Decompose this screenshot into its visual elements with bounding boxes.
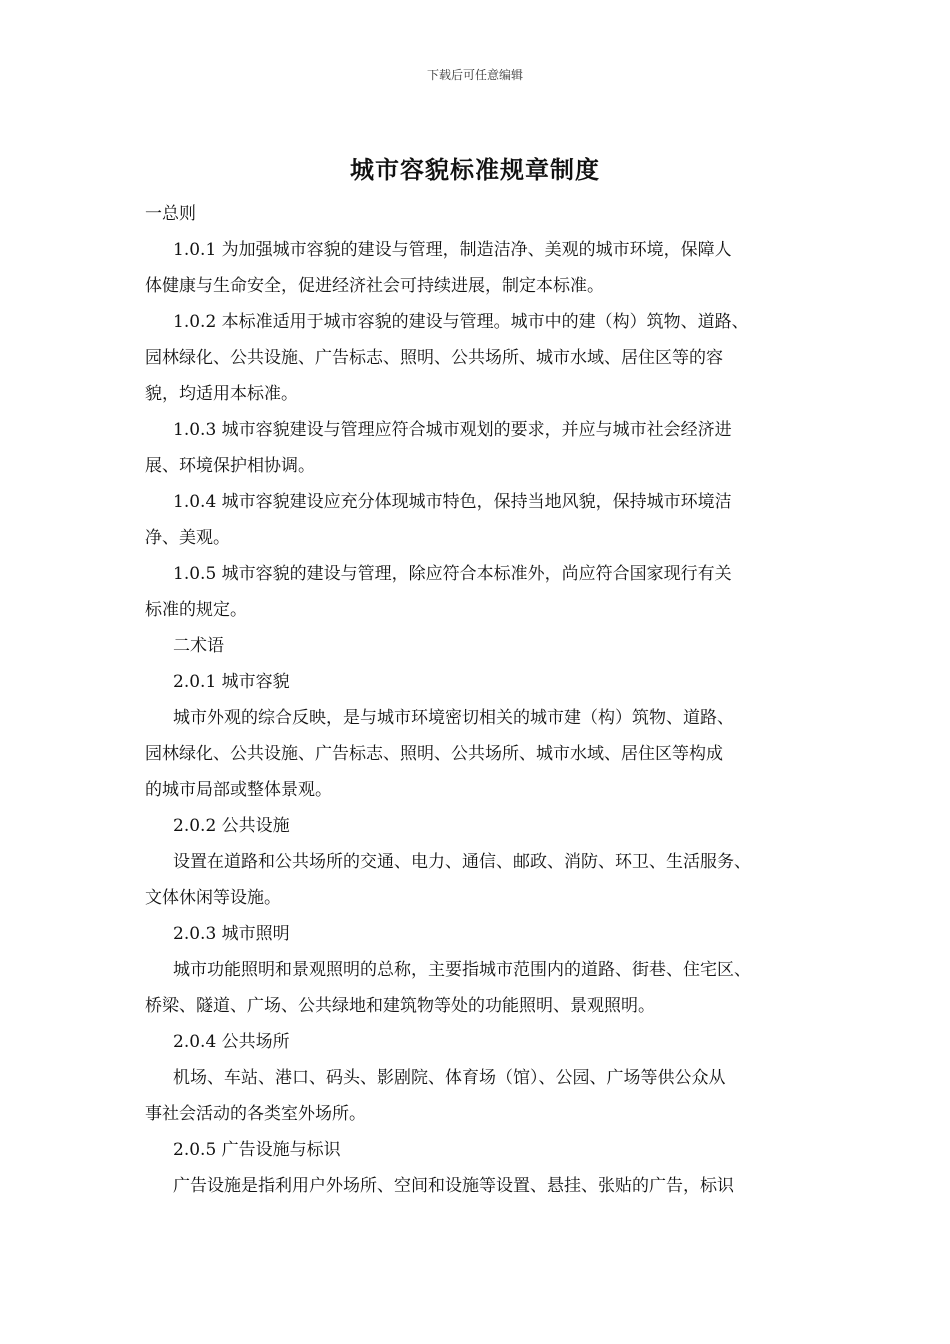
body-line: 2.0.5 广告设施与标识	[173, 1140, 341, 1160]
body-line: 设置在道路和公共场所的交通、电力、通信、邮政、消防、环卫、生活服务、	[173, 852, 751, 872]
body-line: 体健康与生命安全，促进经济社会可持续进展，制定本标准。	[145, 276, 604, 296]
body-line: 一总则	[145, 204, 196, 224]
body-line: 城市功能照明和景观照明的总称，主要指城市范围内的道路、街巷、住宅区、	[173, 960, 751, 980]
body-line: 园林绿化、公共设施、广告标志、照明、公共场所、城市水域、居住区等的容	[145, 348, 723, 368]
document-body	[145, 196, 820, 1204]
body-line: 2.0.4 公共场所	[173, 1032, 290, 1052]
body-line: 1.0.2 本标准适用于城市容貌的建设与管理。城市中的建（构）筑物、道路、	[173, 312, 749, 332]
body-line: 貌，均适用本标准。	[145, 384, 298, 404]
body-line: 1.0.5 城市容貌的建设与管理，除应符合本标准外，尚应符合国家现行有关	[173, 564, 732, 584]
document-title: 城市容貌标准规章制度	[350, 156, 600, 184]
body-line: 广告设施是指利用户外场所、空间和设施等设置、悬挂、张贴的广告，标识	[173, 1176, 734, 1196]
body-line: 1.0.4 城市容貌建设应充分体现城市特色，保持当地风貌，保持城市环境洁	[173, 492, 732, 512]
body-line: 展、环境保护相协调。	[145, 456, 315, 476]
body-line: 净、美观。	[145, 528, 230, 548]
body-line: 2.0.1 城市容貌	[173, 672, 290, 692]
body-line: 1.0.1 为加强城市容貌的建设与管理，制造洁净、美观的城市环境，保障人	[173, 240, 732, 260]
body-line: 事社会活动的各类室外场所。	[145, 1104, 366, 1124]
body-line: 桥梁、隧道、广场、公共绿地和建筑物等处的功能照明、景观照明。	[145, 996, 655, 1016]
body-line: 的城市局部或整体景观。	[145, 780, 332, 800]
body-line: 园林绿化、公共设施、广告标志、照明、公共场所、城市水域、居住区等构成	[145, 744, 723, 764]
body-line: 文体休闲等设施。	[145, 888, 281, 908]
body-line: 2.0.3 城市照明	[173, 924, 290, 944]
body-line: 二术语	[173, 636, 224, 656]
body-line: 城市外观的综合反映，是与城市环境密切相关的城市建（构）筑物、道路、	[173, 708, 734, 728]
body-line: 2.0.2 公共设施	[173, 816, 290, 836]
body-line: 1.0.3 城市容貌建设与管理应符合城市观划的要求，并应与城市社会经济进	[173, 420, 732, 440]
header-note: 下载后可任意编辑	[426, 68, 523, 82]
body-line: 机场、车站、港口、码头、影剧院、体育场（馆）、公园、广场等供公众从	[173, 1068, 726, 1088]
body-line: 标准的规定。	[145, 600, 247, 620]
